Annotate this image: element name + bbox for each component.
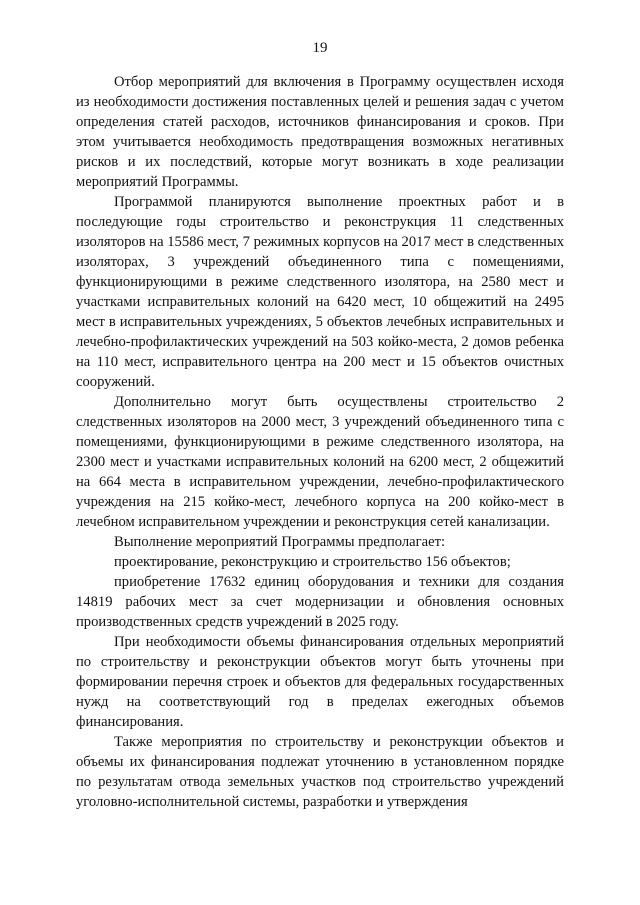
paragraph-planned-construction: Программой планируются выполнение проектных работ и в последующие годы строительство и реконструкция 11 следственных изоляторов на 15586 мест, 7 режимных корпусов на 2017 мест в следственных изоляторах, 3 учреждений объединенного типа с помещениями, функционирующими в режиме следственного изолятора, на 2580 мест и участками исправительных колоний на 6420 мест, 10 общежитий на 2495 мест в исправительных учреждениях, 5 объектов лечебных исправительных и лечебно-профилактических учреждений на 503 койко-места, 2 домов ребенка на 110 мест, исправительного центра на 200 мест и 15 объектов очистных сооружений. — [76, 194, 564, 390]
paragraph-design-and-construction: проектирование, реконструкцию и строительство 156 объектов; — [114, 554, 511, 570]
paragraph-additional-construction: Дополнительно могут быть осуществлены строительство 2 следственных изоляторов на 2000 мест, 3 учреждений объединенного типа с помещениями, функционирующими в режиме следственного изолятора, на 2300 мест и участками исправительных колоний на 6200 мест, 2 общежитий на 664 места в исправительном учреждении, лечебно-профилактического учреждения на 215 койко-мест, лечебного корпуса на 200 койко-мест в лечебном исправительном учреждении и реконструкция сетей канализации. — [76, 394, 564, 530]
paragraph-program-implementation: Выполнение мероприятий Программы предполагает: — [114, 534, 446, 550]
page-number: 19 — [312, 40, 328, 56]
paragraph-equipment-acquisition: приобретение 17632 единиц оборудования и техники для создания 14819 рабочих мест за счет модернизации и обновления основных производственных средств учреждений в 2025 году. — [76, 574, 564, 630]
document-body — [76, 72, 564, 812]
paragraph-land-allocation: Также мероприятия по строительству и реконструкции объектов и объемы их финансирования подлежат уточнению в установленном порядке по результатам отвода земельных участков под строительство учреждений уголовно-исполнительной системы, разработки и утверждения — [76, 734, 564, 810]
paragraph-selection-of-measures: Отбор мероприятий для включения в Программу осуществлен исходя из необходимости достижения поставленных целей и решения задач с учетом определения статей расходов, источников финансирования и сроков. При этом учитывается необходимость предотвращения возможных негативных рисков и их последствий, которые могут возникать в ходе реализации мероприятий Программы. — [76, 74, 564, 190]
paragraph-funding-adjustment: При необходимости объемы финансирования отдельных мероприятий по строительству и реконструкции объектов могут быть уточнены при формировании перечня строек и объектов для федеральных государственных нужд на соответствующий год в пределах ежегодных объемов финансирования. — [76, 634, 564, 730]
